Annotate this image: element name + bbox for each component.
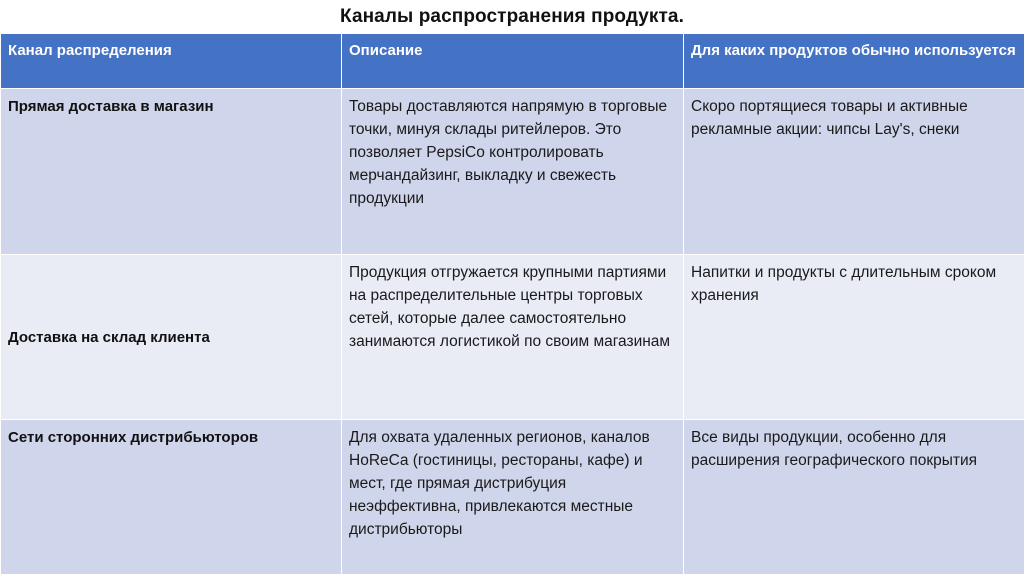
products-cell: Напитки и продукты с длительным сроком хранения	[684, 255, 1024, 420]
table-header-row	[1, 34, 1024, 89]
products-cell: Все виды продукции, особенно для расширения географического покрытия	[684, 420, 1024, 574]
channel-cell: Сети сторонних дистрибьюторов	[1, 420, 342, 574]
description-cell: Товары доставляются напрямую в торговые точки, минуя склады ритейлеров. Это позволяет PepsiCo контролировать мерчандайзинг, выкладку и свежесть продукции	[342, 89, 684, 255]
table-row	[1, 89, 1024, 255]
channel-cell: Доставка на склад клиента	[1, 255, 342, 420]
table-row	[1, 420, 1024, 574]
description-cell: Для охвата удаленных регионов, каналов HoReCa (гостиницы, рестораны, кафе) и мест, где прямая дистрибуция неэффективна, привлекаются местные дистрибьюторы	[342, 420, 684, 574]
table-row	[1, 255, 1024, 420]
distribution-channels-table	[0, 33, 1024, 574]
channel-cell: Прямая доставка в магазин	[1, 89, 342, 255]
header-products: Для каких продуктов обычно используется	[684, 34, 1024, 89]
header-channel: Канал распределения	[1, 34, 342, 89]
products-cell: Скоро портящиеся товары и активные рекламные акции: чипсы Lay's, снеки	[684, 89, 1024, 255]
slide-title: Каналы распространения продукта.	[340, 6, 684, 27]
description-cell: Продукция отгружается крупными партиями на распределительные центры торговых сетей, которые далее самостоятельно занимаются логистикой по своим магазинам	[342, 255, 684, 420]
header-description: Описание	[342, 34, 684, 89]
